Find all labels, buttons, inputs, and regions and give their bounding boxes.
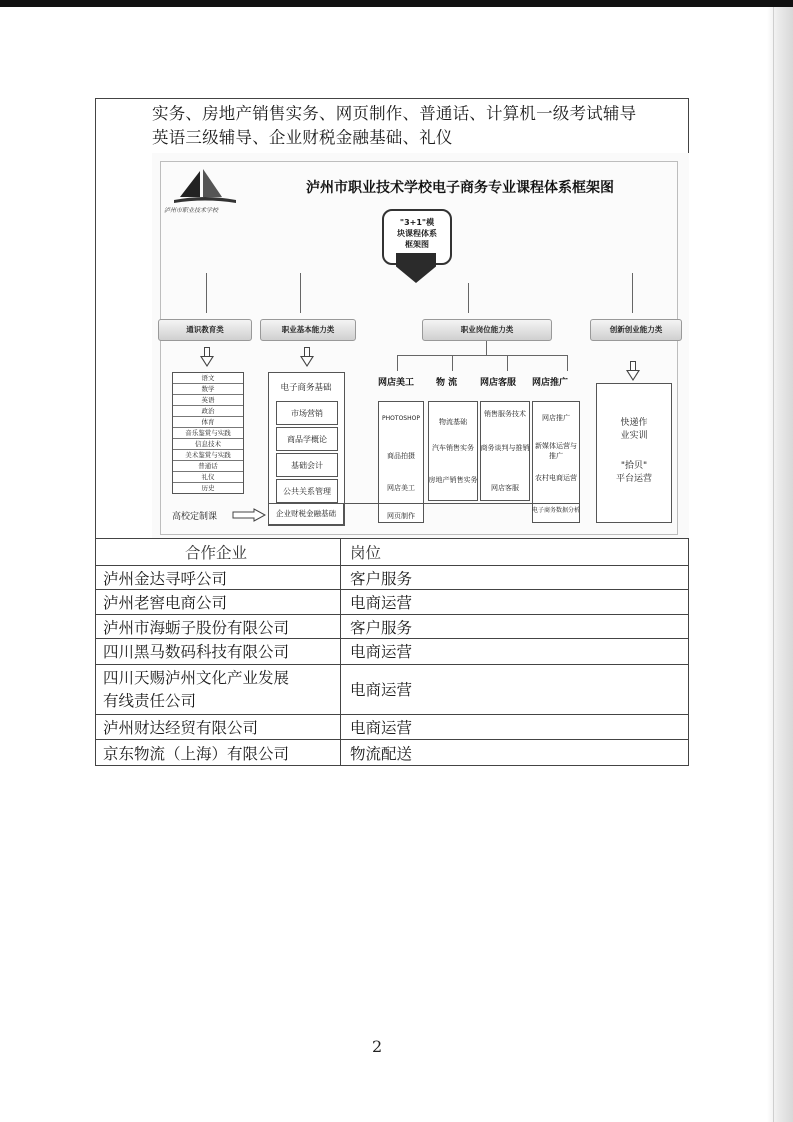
general-course: 礼仪 xyxy=(173,472,243,483)
table-column-separator xyxy=(340,538,341,766)
post-course: PHOTOSHOP xyxy=(382,415,420,422)
table-row xyxy=(95,739,689,767)
post-connector-h xyxy=(397,355,567,356)
basic-course: 市场营销 xyxy=(291,409,323,418)
post-course: 物流基础 xyxy=(439,418,467,426)
category-innovation: 创新创业能力类 xyxy=(590,319,682,341)
company-cell: 泸州老窖电商公司 xyxy=(103,594,228,612)
scan-right-shadow xyxy=(767,7,793,1122)
arrow-down-icon xyxy=(200,347,214,367)
basic-course: 电子商务基础 xyxy=(280,383,332,393)
category-general: 通识教育类 xyxy=(158,319,252,341)
connector-hub xyxy=(468,283,469,313)
diagram-title: 泸州市职业技术学校电子商务专业课程体系框架图 xyxy=(306,180,614,196)
post-course: 网店客服 xyxy=(491,484,519,492)
basic-course: 企业财税金融基础 xyxy=(276,509,336,518)
logo-text: 泸州市职业技术学校 xyxy=(164,207,219,214)
general-course: 体育 xyxy=(173,417,243,428)
header-company: 合作企业 xyxy=(185,544,248,562)
hub-line-3: 框架图 xyxy=(405,240,429,249)
company-cell: 有线责任公司 xyxy=(103,692,197,710)
table-row xyxy=(95,565,689,590)
basic-course: 商品学概论 xyxy=(287,435,327,444)
innovation-line-4: 平台运营 xyxy=(615,474,652,484)
post-course: 销售服务技术 xyxy=(484,410,526,418)
position-cell: 电商运营 xyxy=(350,594,413,612)
arrow-down-icon xyxy=(300,347,314,367)
general-course: 英语 xyxy=(173,395,243,406)
table-row xyxy=(95,589,689,615)
company-cell: 泸州金达寻呼公司 xyxy=(103,570,228,588)
post-course: 电子商务数据分析 xyxy=(532,507,581,514)
position-cell: 客户服务 xyxy=(350,570,413,588)
position-cell: 物流配送 xyxy=(350,745,413,763)
intro-text xyxy=(152,102,692,150)
custom-course-label: 高校定制课 xyxy=(172,512,218,522)
general-course: 历史 xyxy=(201,484,215,492)
post-connector-v xyxy=(486,341,487,355)
connector-innovation xyxy=(632,273,633,313)
innovation-line-2: 业实训 xyxy=(620,431,648,441)
general-course: 音乐鉴赏与实践 xyxy=(173,428,243,439)
general-course: 信息技术 xyxy=(173,439,243,450)
basic-course: 基础会计 xyxy=(291,461,323,470)
post-course: 网店推广 xyxy=(542,414,570,422)
general-course: 普通话 xyxy=(173,461,243,472)
table-header-row xyxy=(95,538,689,566)
company-cell: 泸州市海蛎子股份有限公司 xyxy=(103,619,290,637)
innovation-line-1: 快递作 xyxy=(620,418,648,428)
general-course: 语文 xyxy=(173,373,243,384)
intro-line-1: 实务、房地产销售实务、网页制作、普通话、计算机一级考试辅导 xyxy=(152,104,637,123)
arrow-right-icon xyxy=(232,508,266,522)
scan-top-border xyxy=(0,0,793,7)
innovation-box xyxy=(596,383,672,523)
general-course: 美术鉴赏与实践 xyxy=(173,450,243,461)
general-course-list xyxy=(172,372,244,494)
post-course: 商务谈判与推销 xyxy=(480,444,530,452)
post-course: 新媒体运营与推广 xyxy=(535,442,577,460)
hub-line-2: 块课程体系 xyxy=(397,229,437,238)
post-bottom-line xyxy=(268,503,580,504)
scan-right-edge xyxy=(773,7,774,1122)
intro-line-2: 英语三级辅导、企业财税金融基础、礼仪 xyxy=(152,128,453,147)
post-group-title: 网店美工 xyxy=(378,378,415,388)
table-row xyxy=(95,638,689,665)
post-course: 农村电商运营 xyxy=(535,474,577,482)
position-cell: 电商运营 xyxy=(350,681,413,699)
connector-general xyxy=(206,273,207,313)
general-course: 政治 xyxy=(173,406,243,417)
table-row xyxy=(95,714,689,740)
curriculum-diagram xyxy=(152,153,689,539)
page-number: 2 xyxy=(372,1037,383,1056)
post-course: 商品拍摄 xyxy=(387,452,415,460)
position-cell: 电商运营 xyxy=(350,719,413,737)
post-connector-v xyxy=(452,355,453,371)
post-course: 网页制作 xyxy=(387,512,415,520)
general-course: 数学 xyxy=(173,384,243,395)
post-connector-v xyxy=(397,355,398,371)
post-course: 网店美工 xyxy=(387,484,415,492)
post-connector-v xyxy=(507,355,508,371)
table-row xyxy=(95,614,689,639)
post-connector-v xyxy=(567,355,568,371)
company-cell: 泸州财达经贸有限公司 xyxy=(103,719,259,737)
arrow-down-icon xyxy=(626,361,640,381)
company-cell: 四川天赐泸州文化产业发展 xyxy=(103,669,290,687)
position-cell: 电商运营 xyxy=(350,643,413,661)
post-group-title: 网店客服 xyxy=(480,378,517,388)
basic-course: 公共关系管理 xyxy=(283,487,331,496)
school-logo xyxy=(170,167,240,207)
company-cell: 京东物流（上海）有限公司 xyxy=(103,745,290,763)
company-cell: 四川黑马数码科技有限公司 xyxy=(103,643,290,661)
category-basic: 职业基本能力类 xyxy=(260,319,356,341)
innovation-line-3: "拾贝" xyxy=(620,461,648,471)
post-group-title: 物 流 xyxy=(436,378,458,388)
table-row xyxy=(95,664,689,715)
position-cell: 客户服务 xyxy=(350,619,413,637)
category-post: 职业岗位能力类 xyxy=(422,319,552,341)
connector-basic xyxy=(300,273,301,313)
hub-line-1: "3+1"模 xyxy=(399,218,435,227)
post-course: 房地产销售实务 xyxy=(428,476,478,484)
header-position: 岗位 xyxy=(350,544,382,562)
post-course: 汽车销售实务 xyxy=(432,444,474,452)
post-group-title: 网店推广 xyxy=(532,378,569,388)
